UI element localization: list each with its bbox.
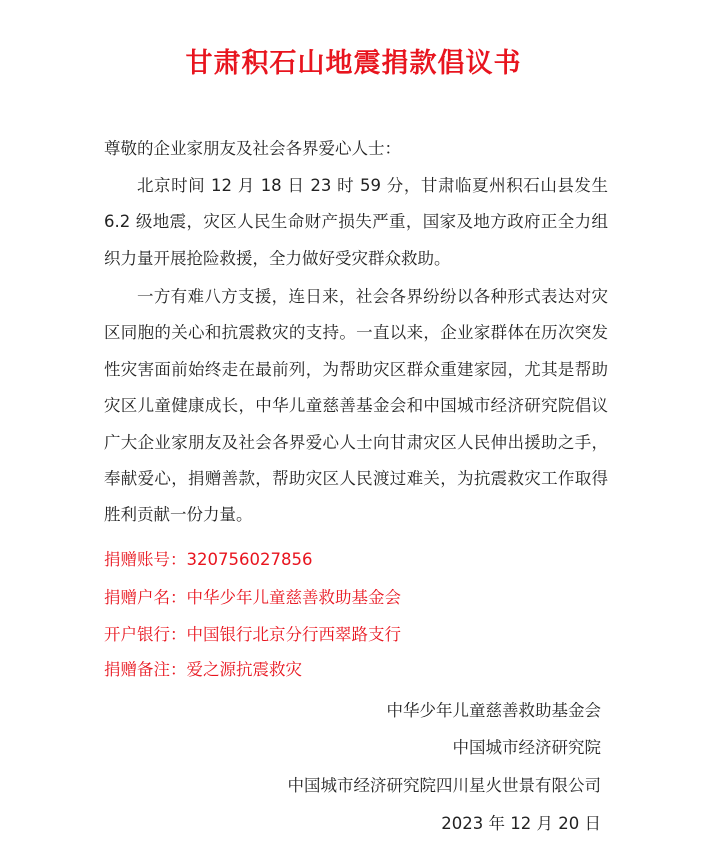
- bank-label: 开户银行：: [104, 625, 187, 644]
- bank-value: 中国银行北京分行西翠路支行: [186, 625, 401, 644]
- paragraph-1: 北京时间 12 月 18 日 23 时 59 分，甘肃临夏州积石山县发生 6.2 级地震，灾区人民生命财产损失严重，国家及地方政府正全力组织力量开展抢险救援，全力做好受灾群众救助。: [104, 176, 608, 268]
- donation-note-value: 爱之源抗震救灾: [186, 660, 302, 679]
- donation-account-name-row: [104, 585, 401, 611]
- donation-account-value: 320756027856: [186, 550, 313, 569]
- salutation: 尊敬的企业家朋友及社会各界爱心人士：: [104, 139, 401, 158]
- donation-account-name-label: 捐赠户名：: [104, 588, 187, 607]
- donation-note-row: [104, 657, 302, 683]
- signature-foundation: 中华少年儿童慈善救助基金会: [386, 701, 601, 720]
- document-date: 2023 年 12 月 20 日: [441, 814, 601, 833]
- donation-account-name-value: 中华少年儿童慈善救助基金会: [186, 588, 401, 607]
- signature-institute: 中国城市经济研究院: [452, 738, 601, 757]
- donation-account-label: 捐赠账号：: [104, 550, 187, 569]
- paragraph-2: 一方有难八方支援，连日来，社会各界纷纷以各种形式表达对灾区同胞的关心和抗震救灾的支持。一直以来，企业家群体在历次突发性灾害面前始终走在最前列，为帮助灾区群众重建家园，尤其是帮助灾区儿童健康成长，中华儿童慈善基金会和中国城市经济研究院倡议广大企业家朋友及社会各界爱心人士向甘肃灾区人民伸出援助之手，奉献爱心，捐赠善款，帮助灾区人民渡过难关，为抗震救灾工作取得胜利贡献一份力量。: [104, 287, 608, 525]
- bank-row: [104, 622, 401, 648]
- donation-account-row: [104, 547, 312, 573]
- document-title: 甘肃积石山地震捐款倡议书: [185, 48, 522, 79]
- donation-note-label: 捐赠备注：: [104, 660, 187, 679]
- signature-company: 中国城市经济研究院四川星火世景有限公司: [287, 776, 601, 795]
